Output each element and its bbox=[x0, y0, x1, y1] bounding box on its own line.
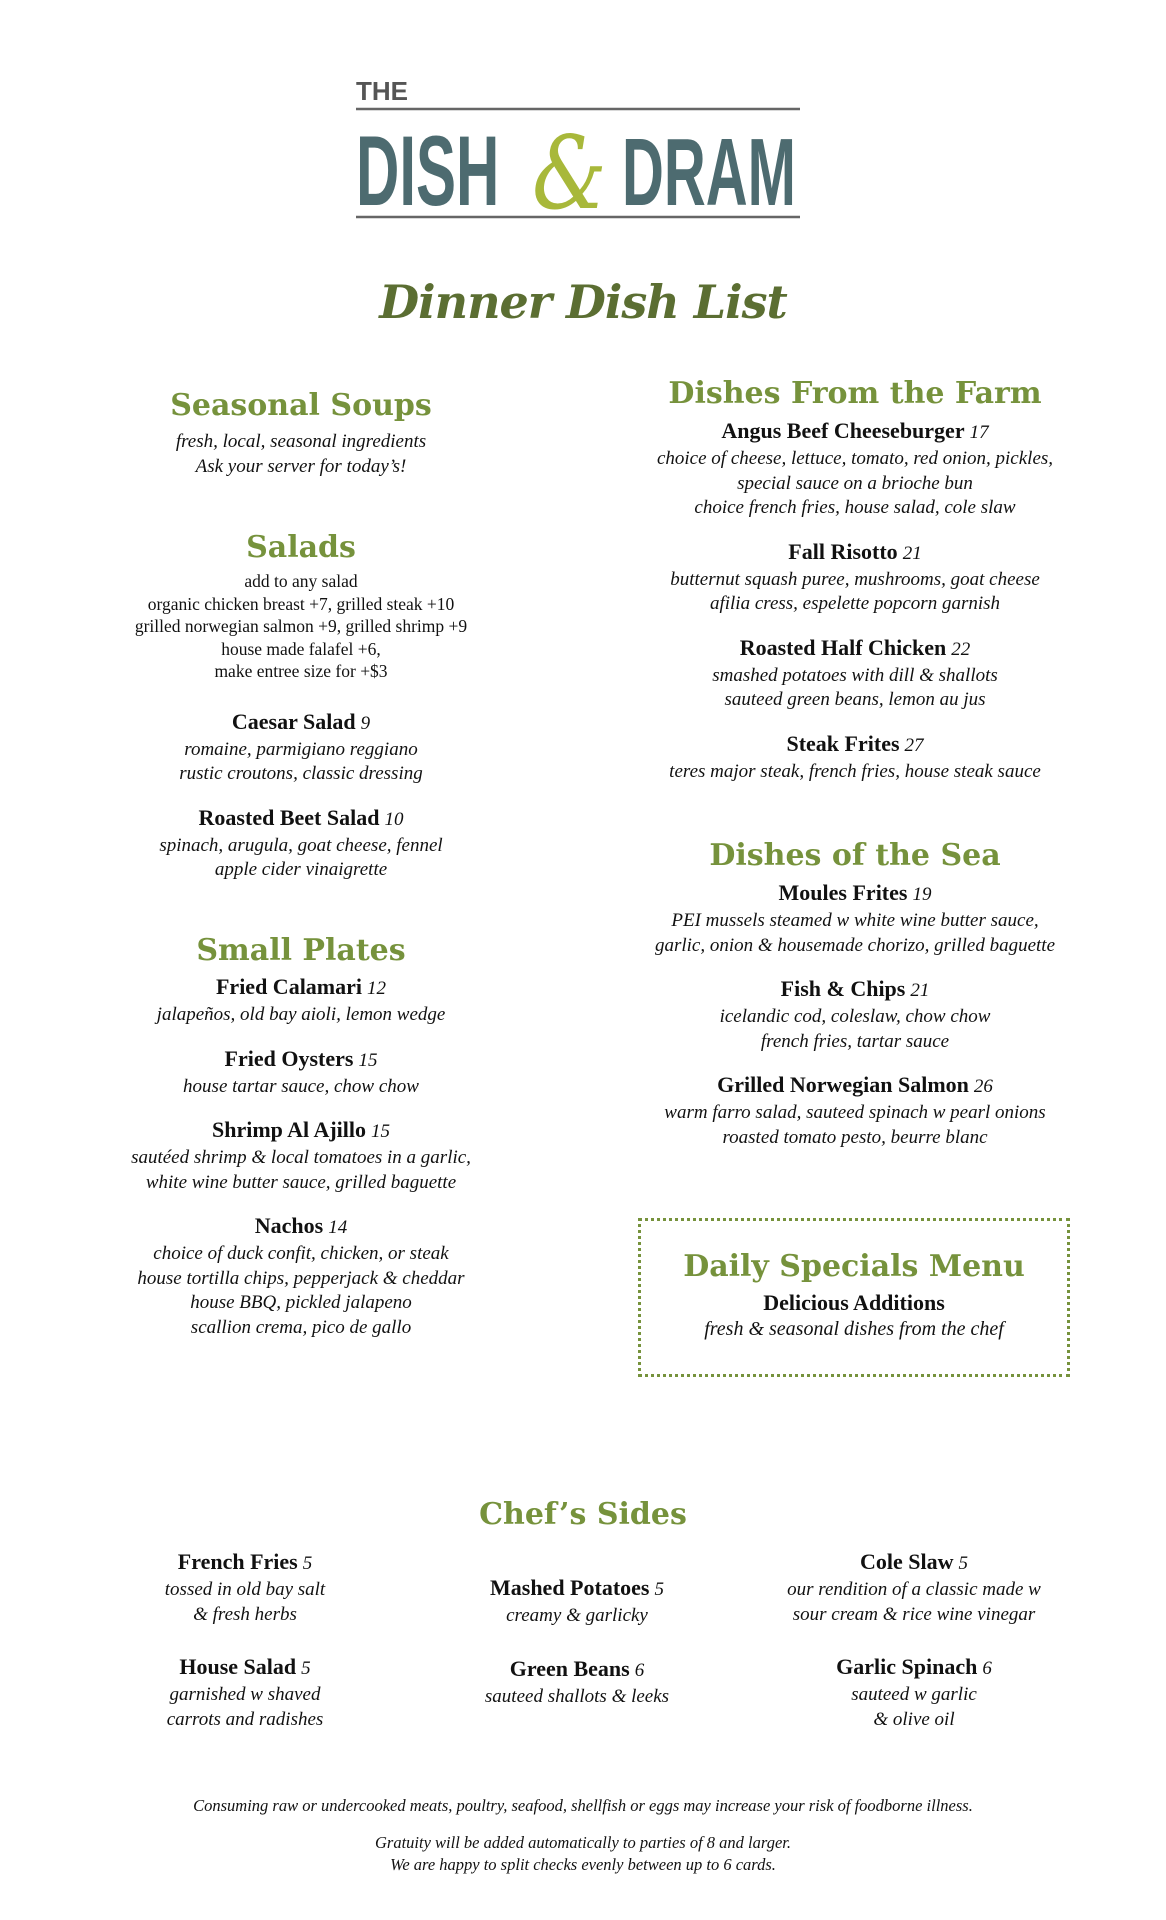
sides-column-1 bbox=[85, 1548, 405, 1732]
menu-item-description: choice of cheese, lettuce, tomato, red onion, pickles, bbox=[656, 448, 1054, 469]
menu-item-name: Fried Oysters bbox=[224, 1045, 354, 1071]
menu-item-description: afilia cress, espelette popcorn garnish bbox=[709, 593, 1001, 614]
text-line: We are happy to split checks evenly between up to 6 cards. bbox=[390, 1855, 776, 1874]
menu-item-header bbox=[51, 708, 551, 738]
menu-item-description: french fries, tartar sauce bbox=[760, 1030, 950, 1052]
menu-item-name: Roasted Half Chicken bbox=[739, 634, 947, 660]
section-farm bbox=[605, 374, 1105, 784]
text-line: make entree size for +$3 bbox=[214, 661, 388, 681]
text-line: house made falafel +6, bbox=[221, 638, 381, 659]
menu-item-description: special sauce on a brioche bun bbox=[737, 472, 973, 494]
menu-item-description: sautéed shrimp & local tomatoes in a garlic, bbox=[131, 1147, 471, 1168]
menu-item-description: & olive oil bbox=[873, 1708, 955, 1730]
menu-item-price: 5 bbox=[302, 1553, 313, 1574]
menu-item-name: Caesar Salad bbox=[231, 708, 356, 734]
menu-item bbox=[417, 1655, 737, 1710]
gratuity-note bbox=[0, 1832, 1166, 1876]
section-heading: Small Plates bbox=[196, 933, 406, 968]
menu-item-header bbox=[605, 879, 1105, 909]
section-heading: Seasonal Soups bbox=[170, 388, 432, 423]
menu-item-name: Fish & Chips bbox=[780, 976, 906, 1001]
specials-subtitle: Delicious Additions bbox=[763, 1290, 945, 1315]
menu-item-description: sauteed green beans, lemon au jus bbox=[724, 689, 986, 710]
menu-item bbox=[85, 1548, 405, 1627]
menu-item bbox=[605, 879, 1105, 958]
menu-item-price: 6 bbox=[982, 1658, 992, 1679]
menu-item bbox=[754, 1653, 1074, 1732]
menu-item-description: rustic croutons, classic dressing bbox=[179, 763, 423, 784]
menu-item-description: creamy & garlicky bbox=[506, 1605, 648, 1626]
menu-item-header bbox=[605, 730, 1105, 760]
menu-item-description: roasted tomato pesto, beurre blanc bbox=[722, 1126, 988, 1148]
foodborne-warning: Consuming raw or undercooked meats, poultry, seafood, shellfish or eggs may increase your risk of foodborne illness. bbox=[193, 1796, 973, 1815]
menu-item bbox=[605, 538, 1105, 617]
menu-item-name: Garlic Spinach bbox=[836, 1654, 978, 1679]
menu-item-name: House Salad bbox=[179, 1654, 297, 1679]
menu-item bbox=[417, 1574, 737, 1629]
section-salads bbox=[51, 528, 551, 883]
menu-item-header bbox=[754, 1653, 1074, 1683]
menu-item-name: Shrimp Al Ajillo bbox=[211, 1117, 367, 1142]
section-heading: Chef’s Sides bbox=[479, 1497, 687, 1532]
menu-item-name: Green Beans bbox=[509, 1655, 630, 1681]
menu-item-description: sour cream & rice wine vinegar bbox=[792, 1603, 1036, 1625]
menu-item bbox=[51, 1212, 551, 1340]
menu-item-description: sauteed shallots & leeks bbox=[484, 1685, 670, 1707]
sea-items bbox=[605, 879, 1105, 1150]
salad-addons bbox=[51, 570, 551, 683]
menu-item-price: 21 bbox=[910, 980, 930, 1001]
menu-item-header bbox=[85, 1548, 405, 1578]
menu-item-price: 12 bbox=[367, 978, 387, 999]
section-heading: Dishes of the Sea bbox=[709, 838, 1001, 873]
menu-item-header bbox=[605, 417, 1105, 447]
menu-item-price: 9 bbox=[360, 712, 371, 734]
menu-item-description: butternut squash puree, mushrooms, goat cheese bbox=[670, 568, 1040, 590]
menu-item-description: scallion crema, pico de gallo bbox=[190, 1316, 412, 1338]
menu-item-description: tossed in old bay salt bbox=[164, 1579, 326, 1600]
specials-description: fresh & seasonal dishes from the chef bbox=[704, 1318, 1004, 1340]
text-line: organic chicken breast +7, grilled steak +10 bbox=[147, 593, 455, 614]
restaurant-logo bbox=[350, 70, 810, 230]
section-soups bbox=[51, 386, 551, 479]
menu-item-name: Nachos bbox=[254, 1213, 324, 1238]
menu-item-name: Mashed Potatoes bbox=[490, 1575, 650, 1600]
menu-item-price: 17 bbox=[969, 422, 989, 443]
menu-item bbox=[605, 417, 1105, 521]
menu-item-price: 5 bbox=[654, 1579, 664, 1600]
menu-title: Dinner Dish List bbox=[379, 275, 787, 329]
menu-item bbox=[85, 1653, 405, 1732]
section-small-plates bbox=[51, 931, 551, 1340]
menu-item-description: icelandic cod, coleslaw, chow chow bbox=[719, 1006, 991, 1027]
menu-item-description: choice of duck confit, chicken, or steak bbox=[153, 1243, 449, 1264]
menu-item-description: choice french fries, house salad, cole slaw bbox=[694, 497, 1016, 518]
logo-dish: DISH bbox=[356, 116, 500, 227]
menu-item-name: Steak Frites bbox=[786, 730, 900, 756]
menu-item-description: PEI mussels steamed w white wine butter sauce, bbox=[671, 910, 1039, 931]
menu-item-description: teres major steak, french fries, house steak sauce bbox=[669, 760, 1041, 782]
section-sea bbox=[605, 836, 1105, 1150]
menu-item-description: house tartar sauce, chow chow bbox=[183, 1075, 419, 1097]
menu-item-name: Grilled Norwegian Salmon bbox=[717, 1072, 969, 1097]
menu-item-header bbox=[605, 634, 1105, 664]
soups-description bbox=[51, 430, 551, 479]
menu-item bbox=[754, 1548, 1074, 1627]
logo-the: THE bbox=[356, 76, 408, 106]
logo-ampersand: & bbox=[532, 114, 607, 230]
logo-dram: DRAM bbox=[622, 117, 796, 226]
menu-item-description: house tortilla chips, pepperjack & cheddar bbox=[137, 1267, 465, 1289]
menu-item-price: 5 bbox=[958, 1553, 968, 1574]
menu-item-name: Fried Calamari bbox=[215, 974, 363, 999]
menu-item-description: carrots and radishes bbox=[166, 1708, 324, 1730]
menu-item-description: jalapeños, old bay aioli, lemon wedge bbox=[156, 1004, 446, 1025]
menu-item-price: 14 bbox=[328, 1217, 348, 1238]
menu-item-description: our rendition of a classic made w bbox=[787, 1579, 1041, 1600]
sides-column-3 bbox=[754, 1548, 1074, 1732]
menu-item bbox=[605, 1071, 1105, 1150]
menu-item-price: 15 bbox=[371, 1121, 391, 1142]
menu-item-price: 19 bbox=[912, 884, 932, 905]
small-plates-items bbox=[51, 973, 551, 1340]
menu-item-header bbox=[417, 1574, 737, 1604]
text-line: grilled norwegian salmon +9, grilled shrimp +9 bbox=[134, 616, 468, 636]
menu-item-description: romaine, parmigiano reggiano bbox=[184, 738, 418, 760]
menu-item-price: 10 bbox=[384, 808, 404, 830]
menu-item-name: Fall Risotto bbox=[788, 538, 898, 564]
menu-item-description: smashed potatoes with dill & shallots bbox=[712, 664, 998, 686]
menu-item-description: white wine butter sauce, grilled baguette bbox=[145, 1171, 457, 1193]
menu-item-price: 21 bbox=[902, 542, 922, 564]
menu-item bbox=[605, 730, 1105, 785]
section-heading: Salads bbox=[246, 530, 356, 565]
text-line: Gratuity will be added automatically to parties of 8 and larger. bbox=[375, 1833, 791, 1852]
menu-item-price: 6 bbox=[634, 1659, 645, 1681]
daily-specials-box bbox=[638, 1218, 1070, 1377]
section-heading: Dishes From the Farm bbox=[668, 376, 1042, 411]
section-sides bbox=[0, 1495, 1166, 1535]
menu-item-header bbox=[605, 538, 1105, 568]
menu-item-price: 5 bbox=[301, 1658, 311, 1679]
specials-heading: Daily Specials Menu bbox=[683, 1249, 1025, 1284]
menu-item-description: garnished w shaved bbox=[169, 1684, 321, 1705]
menu-item-name: Moules Frites bbox=[778, 880, 908, 905]
menu-item-description: warm farro salad, sauteed spinach w pearl onions bbox=[664, 1102, 1046, 1123]
menu-item-header bbox=[605, 1071, 1105, 1101]
menu-item-header bbox=[51, 804, 551, 834]
menu-item-header bbox=[51, 1212, 551, 1242]
menu-item bbox=[605, 634, 1105, 713]
salad-items bbox=[51, 708, 551, 883]
menu-item bbox=[605, 975, 1105, 1054]
menu-item-header bbox=[85, 1653, 405, 1683]
menu-item-price: 27 bbox=[904, 734, 924, 756]
menu-item bbox=[51, 1116, 551, 1195]
menu-item-header bbox=[754, 1548, 1074, 1578]
menu-item-header bbox=[51, 1116, 551, 1146]
menu-item-name: Roasted Beet Salad bbox=[198, 804, 380, 830]
menu-item-description: spinach, arugula, goat cheese, fennel bbox=[159, 834, 443, 856]
farm-items bbox=[605, 417, 1105, 784]
menu-item bbox=[51, 1045, 551, 1100]
text-line: add to any salad bbox=[244, 571, 358, 591]
menu-item-name: French Fries bbox=[177, 1549, 298, 1574]
text-line: Ask your server for today’s! bbox=[195, 455, 407, 477]
menu-item-header bbox=[51, 1045, 551, 1075]
menu-item bbox=[51, 804, 551, 883]
menu-item-price: 15 bbox=[358, 1049, 378, 1071]
menu-item-description: & fresh herbs bbox=[193, 1603, 297, 1625]
menu-item-description: apple cider vinaigrette bbox=[214, 859, 388, 880]
menu-item-description: garlic, onion & housemade chorizo, grilled baguette bbox=[654, 934, 1055, 956]
menu-item-header bbox=[605, 975, 1105, 1005]
menu-item-description: sauteed w garlic bbox=[851, 1684, 977, 1705]
menu-item bbox=[51, 708, 551, 787]
text-line: fresh, local, seasonal ingredients bbox=[175, 431, 427, 452]
menu-item-price: 22 bbox=[951, 638, 971, 660]
menu-item-description: house BBQ, pickled jalapeno bbox=[190, 1292, 412, 1313]
sides-column-2 bbox=[417, 1574, 737, 1709]
menu-item-price: 26 bbox=[973, 1076, 993, 1097]
menu-item-name: Angus Beef Cheeseburger bbox=[721, 418, 965, 443]
menu-item bbox=[51, 973, 551, 1028]
menu-item-name: Cole Slaw bbox=[860, 1549, 954, 1574]
menu-item-header bbox=[51, 973, 551, 1003]
menu-item-header bbox=[417, 1655, 737, 1685]
